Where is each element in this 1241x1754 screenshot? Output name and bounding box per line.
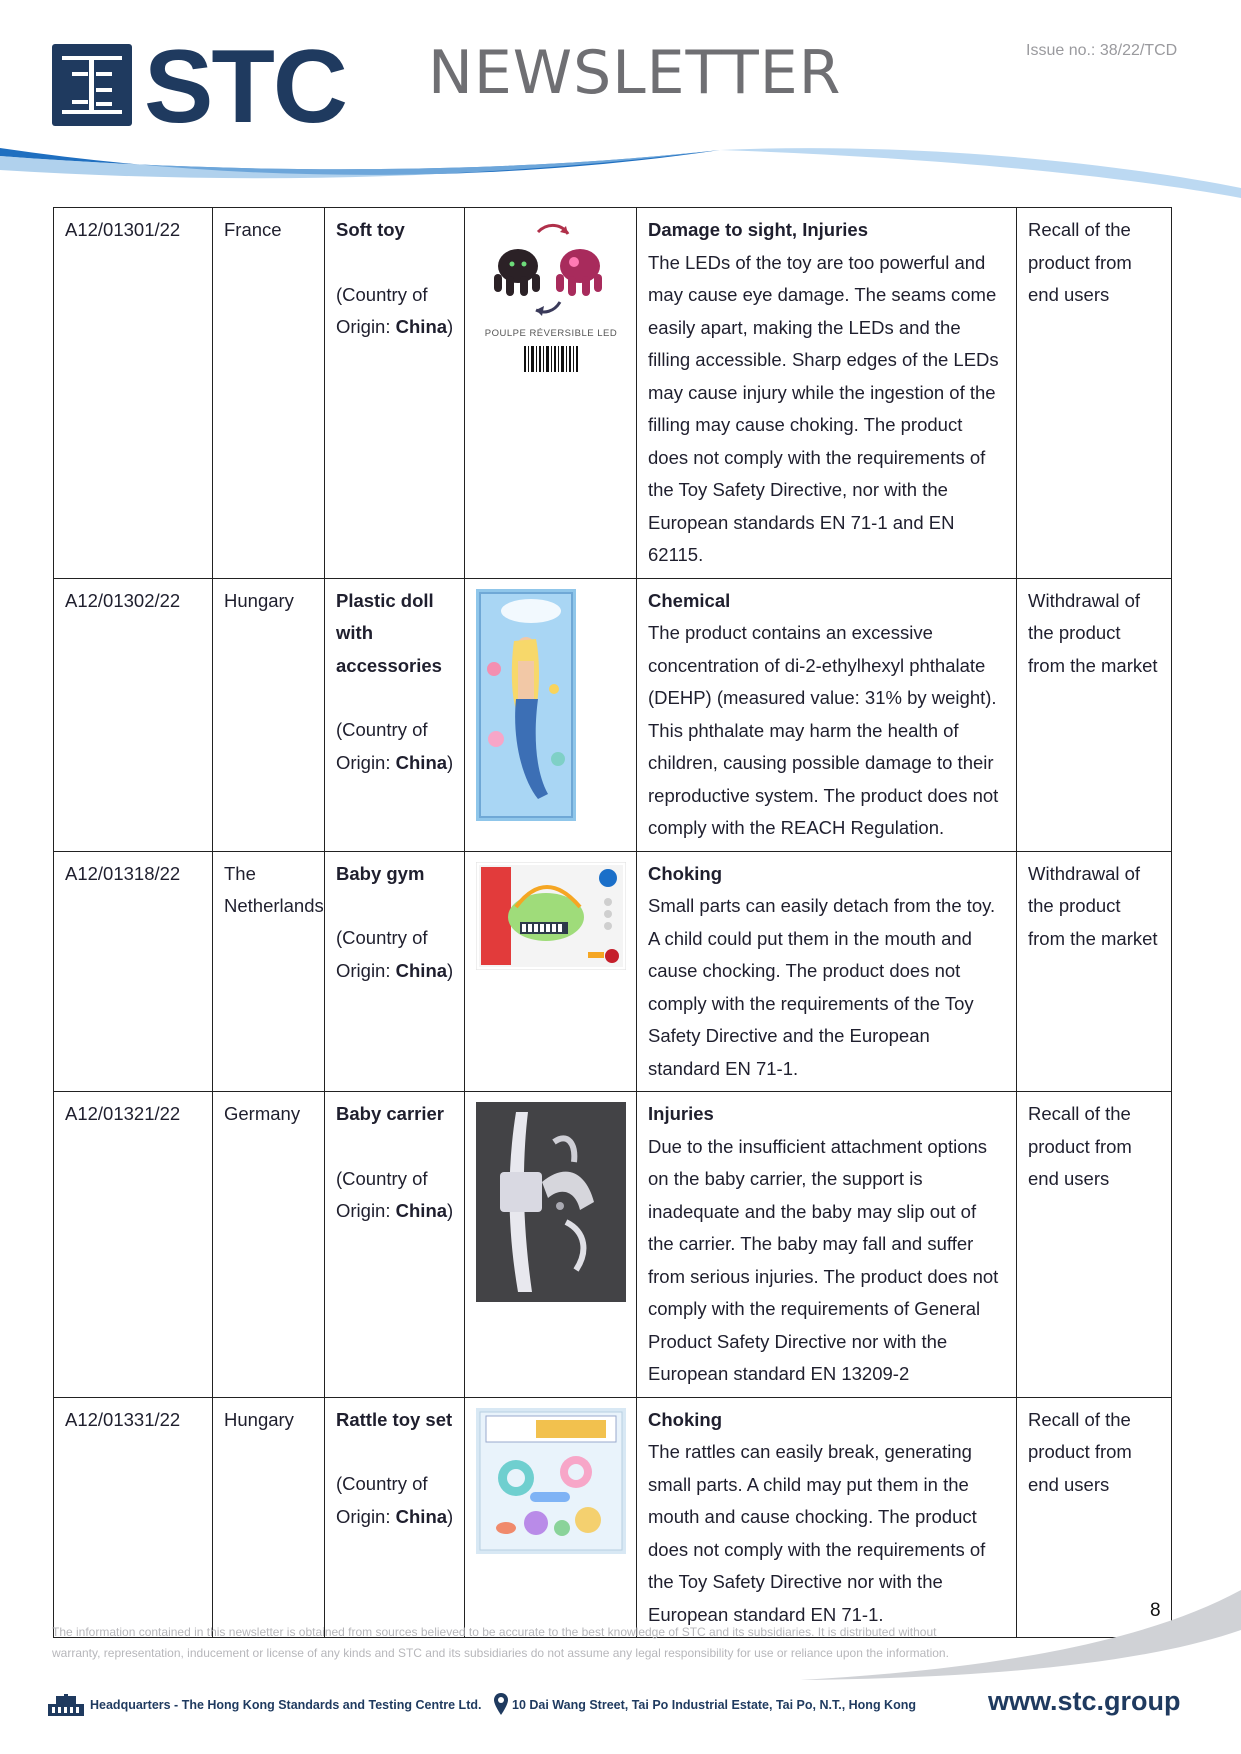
image-cell bbox=[465, 208, 637, 579]
country-of-origin bbox=[336, 714, 454, 779]
ref-cell: A12/01331/22 bbox=[54, 1397, 213, 1638]
table-row bbox=[54, 1092, 1172, 1398]
hazard-cell bbox=[637, 208, 1017, 579]
origin-country: China bbox=[395, 1505, 448, 1527]
ref-cell: A12/01318/22 bbox=[54, 851, 213, 1092]
origin-country: China bbox=[395, 959, 448, 981]
country-cell: Hungary bbox=[213, 578, 325, 851]
ref-cell: A12/01302/22 bbox=[54, 578, 213, 851]
product-cell bbox=[325, 208, 465, 579]
location-pin-icon bbox=[494, 1693, 508, 1715]
origin-country: China bbox=[395, 751, 448, 773]
measure-cell: Withdrawal of the product from the market bbox=[1017, 851, 1172, 1092]
measure-cell: Recall of the product from end users bbox=[1017, 1092, 1172, 1398]
country-cell: France bbox=[213, 208, 325, 579]
measure-cell: Recall of the product from end users bbox=[1017, 208, 1172, 579]
header-swoosh bbox=[0, 130, 1241, 200]
table-row bbox=[54, 208, 1172, 579]
origin-suffix: ) bbox=[447, 751, 454, 773]
origin-suffix: ) bbox=[447, 316, 454, 337]
page-number: 8 bbox=[1150, 1600, 1161, 1621]
origin-country: China bbox=[395, 1200, 448, 1221]
origin-prefix: (Country of Origin: bbox=[336, 1473, 428, 1527]
product-cell bbox=[325, 1092, 465, 1398]
baby-carrier-photo bbox=[476, 1102, 626, 1302]
country-of-origin bbox=[336, 922, 454, 987]
headquarters-text: Headquarters - The Hong Kong Standards and Testing Centre Ltd. bbox=[90, 1698, 482, 1712]
reversible-octopus-plush-photo bbox=[476, 218, 626, 388]
hazard-description: The LEDs of the toy are too powerful and may cause eye damage. The seams come easily apart, making the LEDs and the filling accessible. Sharp edges of the LEDs may cause injury while the ingestion of the filling may cause choking. The product does not comply with the requirements of the Toy Safety Directive, nor with the European standards EN 71-1 and EN 62115. bbox=[648, 251, 999, 565]
hazard-description: The rattles can easily break, generating small parts. A child may put them in the mouth and cause chocking. The product does not comply with the requirements of the Toy Safety Directive nor with the European standard EN 71-1. bbox=[648, 1441, 986, 1625]
hazard-type: Injuries bbox=[648, 1103, 714, 1124]
hazard-type: Damage to sight, Injuries bbox=[648, 219, 868, 240]
hazard-type: Choking bbox=[648, 1408, 722, 1430]
origin-suffix: ) bbox=[447, 1505, 454, 1527]
product-name: Soft toy bbox=[336, 219, 405, 240]
origin-prefix: (Country of Origin: bbox=[336, 283, 428, 337]
mermaid-doll-package-photo bbox=[476, 589, 576, 821]
newsletter-title: NEWSLETTER bbox=[428, 38, 842, 108]
image-cell bbox=[465, 1397, 637, 1638]
table-row bbox=[54, 578, 1172, 851]
hazard-cell bbox=[637, 851, 1017, 1092]
building-icon bbox=[48, 1694, 84, 1716]
stc-logo bbox=[52, 29, 352, 145]
image-cell bbox=[465, 851, 637, 1092]
product-name: Rattle toy set bbox=[336, 1408, 453, 1430]
hazard-type: Chemical bbox=[648, 589, 731, 611]
ref-cell: A12/01301/22 bbox=[54, 208, 213, 579]
hazard-description: The product contains an excessive concentration of di-2-ethylhexyl phthalate (DEHP) (measured value: 31% by weight). This phthalate may harm the health of children, causing possible damage to their reproductive system. The product does not comply with the REACH Regulation. bbox=[648, 622, 999, 838]
product-name: Baby gym bbox=[336, 862, 425, 884]
image-caption: POULPE RÉVERSIBLE LED bbox=[484, 328, 618, 339]
country-of-origin bbox=[336, 279, 454, 344]
hazard-type: Choking bbox=[648, 862, 722, 884]
disclaimer-text: The information contained in this newsletter is obtained from sources believed to be accurate to the best knowledge of STC and its subsidiaries. It is distributed without warranty, representation, inducement or license of any kinds and STC and its subsidiaries do not assume any legal responsibility for use or reliance upon the information. bbox=[52, 1625, 949, 1660]
baby-gym-box-photo bbox=[476, 862, 626, 970]
table-row bbox=[54, 851, 1172, 1092]
address-text: 10 Dai Wang Street, Tai Po Industrial Estate, Tai Po, N.T., Hong Kong bbox=[512, 1698, 916, 1712]
origin-prefix: (Country of Origin: bbox=[336, 1167, 428, 1221]
ref-cell: A12/01321/22 bbox=[54, 1092, 213, 1398]
origin-suffix: ) bbox=[447, 959, 454, 981]
hazard-description: Due to the insufficient attachment options on the baby carrier, the support is inadequate and the baby may slip out of the carrier. The baby may fall and suffer from serious injuries. The product does not comply with the requirements of General Product Safety Directive nor with the European standard EN 13209-2 bbox=[648, 1135, 999, 1384]
image-cell bbox=[465, 578, 637, 851]
origin-prefix: (Country of Origin: bbox=[336, 719, 428, 773]
product-cell bbox=[325, 1397, 465, 1638]
origin-suffix: ) bbox=[447, 1200, 454, 1221]
issue-number: Issue no.: 38/22/TCD bbox=[1026, 42, 1178, 59]
image-cell bbox=[465, 1092, 637, 1398]
product-name: Plastic doll with accessories bbox=[336, 589, 442, 676]
recall-table bbox=[53, 207, 1172, 1638]
country-cell: Germany bbox=[213, 1092, 325, 1398]
country-of-origin bbox=[336, 1468, 454, 1533]
hazard-description: Small parts can easily detach from the toy. A child could put them in the mouth and cause chocking. The product does not comply with the requirements of the Toy Safety Directive and the European standard EN 71-1. bbox=[648, 895, 996, 1079]
origin-country: China bbox=[395, 316, 448, 337]
measure-cell: Recall of the product from end users bbox=[1017, 1397, 1172, 1638]
hazard-cell bbox=[637, 1092, 1017, 1398]
hazard-cell bbox=[637, 578, 1017, 851]
country-of-origin bbox=[336, 1163, 454, 1228]
rattle-set-bag-photo bbox=[476, 1408, 626, 1554]
country-cell: The Netherlands bbox=[213, 851, 325, 1092]
measure-cell: Withdrawal of the product from the market bbox=[1017, 578, 1172, 851]
origin-prefix: (Country of Origin: bbox=[336, 927, 428, 981]
footer-bar bbox=[48, 1686, 1188, 1726]
product-cell bbox=[325, 851, 465, 1092]
product-name: Baby carrier bbox=[336, 1103, 444, 1124]
country-cell: Hungary bbox=[213, 1397, 325, 1638]
product-cell bbox=[325, 578, 465, 851]
website-link[interactable]: www.stc.group bbox=[988, 1686, 1181, 1716]
logo-text: STC bbox=[144, 29, 346, 145]
stc-logo-mark bbox=[52, 44, 132, 126]
